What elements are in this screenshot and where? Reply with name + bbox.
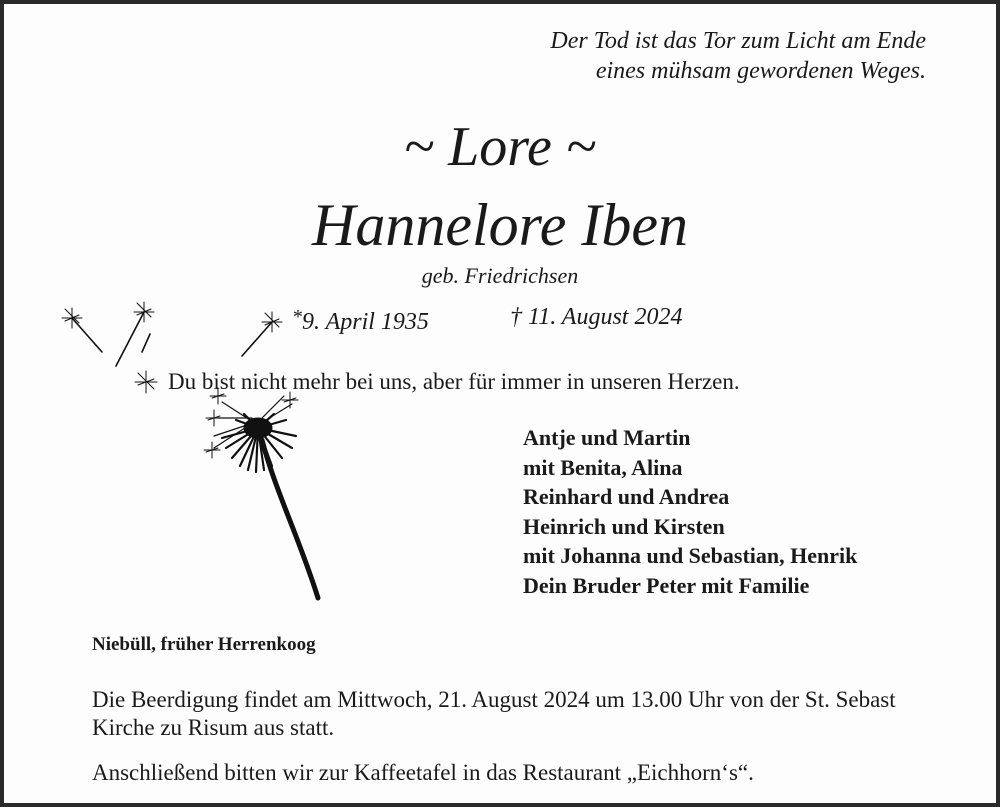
place-of-residence: Niebüll, früher Herrenkoog bbox=[92, 634, 316, 655]
motto-quote bbox=[550, 26, 926, 86]
mourner-line: Antje und Martin bbox=[523, 425, 691, 450]
mourner-line: Heinrich und Kirsten bbox=[523, 513, 725, 539]
motto-line-1: Der Tod ist das Tor zum Licht am Ende bbox=[550, 28, 926, 54]
deceased-nickname: ~ Lore ~ bbox=[403, 116, 597, 178]
mourner-line: mit Johanna und Sebastian, Henrik bbox=[523, 543, 858, 568]
birth-symbol: * bbox=[292, 306, 302, 328]
mourner-line: mit Benita, Alina bbox=[523, 454, 683, 480]
mourners-list bbox=[523, 423, 857, 600]
coffee-info: Anschließend bitten wir zur Kaffeetafel in das Restaurant „Eichhorn‘s“. bbox=[92, 760, 754, 785]
death-date: † 11. August 2024 bbox=[510, 304, 683, 330]
mourner-line: Dein Bruder Peter mit Familie bbox=[523, 572, 810, 598]
motto-line-2: eines mühsam gewordenen Weges. bbox=[595, 58, 926, 84]
birth-date: 9. April 1935 bbox=[302, 309, 429, 335]
farewell-text: Du bist nicht mehr bei uns, aber für immer in unseren Herzen. bbox=[168, 369, 740, 394]
birth-date-line bbox=[292, 302, 429, 337]
funeral-info: Die Beerdigung findet am Mittwoch, 21. August 2024 um 13.00 Uhr von der St. Sebast Kirche zu Risum aus statt. bbox=[92, 687, 896, 740]
birth-name: geb. Friedrichsen bbox=[421, 263, 579, 288]
mourner-line: Reinhard und Andrea bbox=[523, 484, 730, 509]
deceased-full-name: Hannelore Iben bbox=[312, 192, 688, 258]
